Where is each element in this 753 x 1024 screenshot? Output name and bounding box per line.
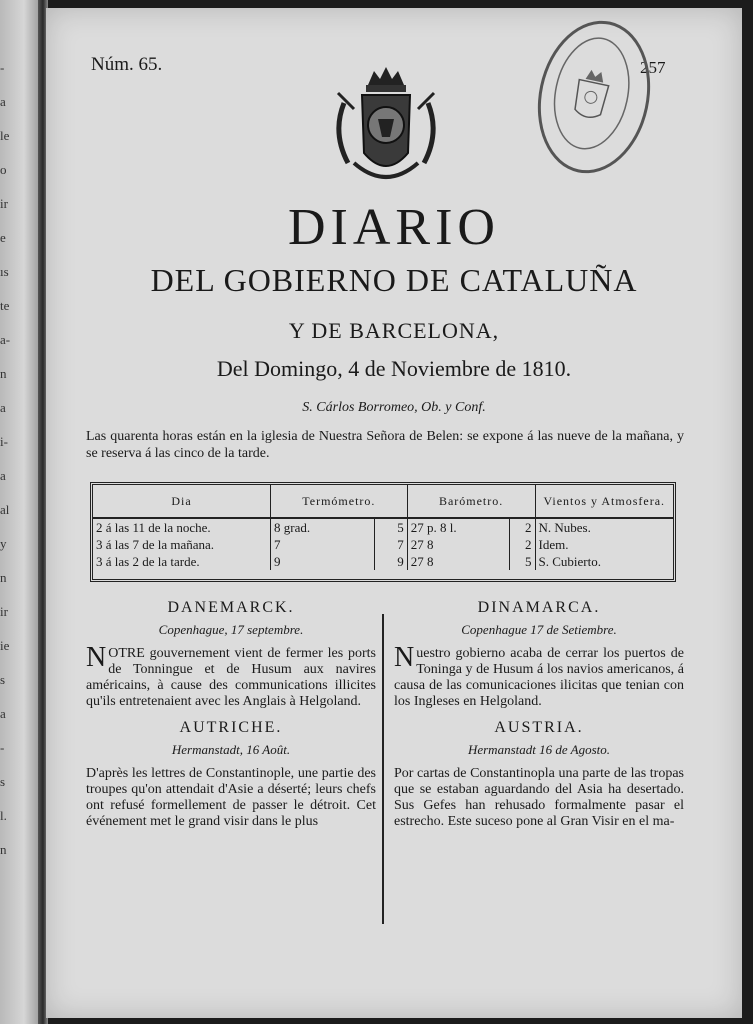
drop-cap: N xyxy=(394,642,415,673)
left-page-fragment: ir xyxy=(0,196,8,211)
weather-cell: 5 xyxy=(509,553,535,570)
drop-cap: N xyxy=(86,642,107,673)
article-danemarck-text: OTRE gouvernement vient de fermer les ports de Tonningue et de Husum aux navires américains, à cause des communications illicites qu'ils entretenaient avec les Anglais à Helgoland. xyxy=(86,646,376,709)
left-page-fragment: n xyxy=(0,842,7,857)
article-danemarck xyxy=(86,642,376,710)
left-page-fragment: a xyxy=(0,400,6,415)
weather-cell: 2 á las 11 de la noche. xyxy=(93,518,271,536)
weather-cell: 8 grad. xyxy=(271,518,375,536)
dateline-copenhague-fr: Copenhague, 17 septembre. xyxy=(158,622,304,637)
left-page-fragment: ıs xyxy=(0,264,9,279)
section-heading-austria: AUSTRIA. xyxy=(494,719,584,736)
weather-cell: N. Nubes. xyxy=(538,519,591,535)
weather-cell: 27 8 xyxy=(407,553,509,570)
left-page-fragment: i- xyxy=(0,434,8,449)
issue-date: Del Domingo, 4 de Noviembre de 1810. xyxy=(216,356,572,381)
issue-number: Núm. 65. xyxy=(91,54,163,75)
weather-cell: 27 8 xyxy=(407,536,509,553)
left-page-fragment: le xyxy=(0,128,10,143)
left-page-fragment: l. xyxy=(0,808,7,823)
dateline-copenhague-es: Copenhague 17 de Setiembre. xyxy=(461,622,617,637)
section-heading-dinamarca: DINAMARCA. xyxy=(477,599,601,616)
weather-row xyxy=(93,553,673,570)
left-page-fragment: a xyxy=(0,94,6,109)
weather-cell: 27 p. 8 l. xyxy=(407,518,509,536)
section-heading-autriche: AUTRICHE. xyxy=(179,719,283,736)
left-page-fragment: a- xyxy=(0,332,11,347)
left-page-fragment: a xyxy=(0,706,6,721)
left-page-fragment: al xyxy=(0,502,10,517)
column-divider xyxy=(382,614,384,924)
left-page-fragment: te xyxy=(0,298,10,313)
library-stamp xyxy=(524,10,664,184)
weather-header-barometer: Barómetro. xyxy=(407,485,535,518)
dateline-hermanstadt-es: Hermanstadt 16 de Agosto. xyxy=(467,742,611,757)
newspaper-subtitle-2: Y DE BARCELONA, xyxy=(288,318,500,343)
left-page-fragment: s xyxy=(0,672,6,687)
left-page-fragment: e xyxy=(0,230,6,245)
weather-row xyxy=(93,518,673,536)
religious-notice: Las quarenta horas están en la iglesia de Nuestra Señora de Belen: se expone á las nueve de la mañana, y se reserva á las cinco de la tarde. xyxy=(86,429,684,461)
left-page-fragment: s xyxy=(0,774,6,789)
weather-cell: 2 xyxy=(509,518,535,536)
left-page-fragment: a xyxy=(0,468,6,483)
royal-crest-icon xyxy=(324,63,448,193)
weather-header-thermometer: Termómetro. xyxy=(271,485,408,518)
left-page-fragment: - xyxy=(0,60,5,75)
saint-of-day: S. Cárlos Borromeo, Ob. y Conf. xyxy=(302,400,486,415)
left-page-edge xyxy=(0,0,40,1024)
newspaper-title: DIARIO xyxy=(288,199,500,256)
left-page-fragment: n xyxy=(0,570,7,585)
left-page-fragment: - xyxy=(0,740,5,755)
weather-table xyxy=(90,482,676,582)
article-austria: Por cartas de Constantinopla una parte de las tropas que se estaban aguardando del Asia ha desertado. Sus Gefes han rehusado formalmente pasar el estrecho. Este suceso pone al Gran Visir en el ma- xyxy=(394,766,684,829)
article-dinamarca-text: uestro gobierno acaba de cerrar los puertos de Toninga y de Husum á los navios americanos, á causa de las comunicaciones ilicitas que tenian con los Ingleses en Helgoland. xyxy=(394,646,684,709)
weather-cell: 9 xyxy=(375,553,408,570)
weather-header-winds: Vientos y Atmosfera. xyxy=(535,485,673,518)
dateline-hermanstadt-fr: Hermanstadt, 16 Août. xyxy=(171,742,291,757)
weather-cell: S. Cubierto. xyxy=(538,553,601,569)
section-heading-danemarck: DANEMARCK. xyxy=(167,599,295,616)
weather-cell: 3 á las 2 de la tarde. xyxy=(93,553,271,570)
article-dinamarca xyxy=(394,642,684,710)
weather-cell: 9 xyxy=(271,553,375,570)
weather-row xyxy=(93,536,673,553)
spanish-column xyxy=(394,600,684,840)
left-page-fragment: o xyxy=(0,162,7,177)
newspaper-page xyxy=(46,8,742,1018)
page-number: 257 xyxy=(640,58,666,77)
article-autriche: D'après les lettres de Constantinople, une partie des troupes qu'on attendait d'Asie a déserté; leurs chefs ont refusé formellement de passer le détroit. Cet événement met le grand visir dans le plus xyxy=(86,766,376,829)
left-page-fragment: ie xyxy=(0,638,10,653)
weather-cell: 2 xyxy=(509,536,535,553)
weather-header-day: Dia xyxy=(93,485,271,518)
left-page-fragment: ir xyxy=(0,604,8,619)
french-column xyxy=(86,600,376,840)
weather-cell: 7 xyxy=(375,536,408,553)
left-page-fragment: n xyxy=(0,366,7,381)
weather-cell: 5 xyxy=(375,518,408,536)
weather-cell: Idem. xyxy=(538,536,569,552)
weather-cell: 3 á las 7 de la mañana. xyxy=(93,536,271,553)
weather-cell: 7 xyxy=(271,536,375,553)
left-page-fragment: y xyxy=(0,536,7,551)
newspaper-subtitle: DEL GOBIERNO DE CATALUÑA xyxy=(150,262,638,298)
